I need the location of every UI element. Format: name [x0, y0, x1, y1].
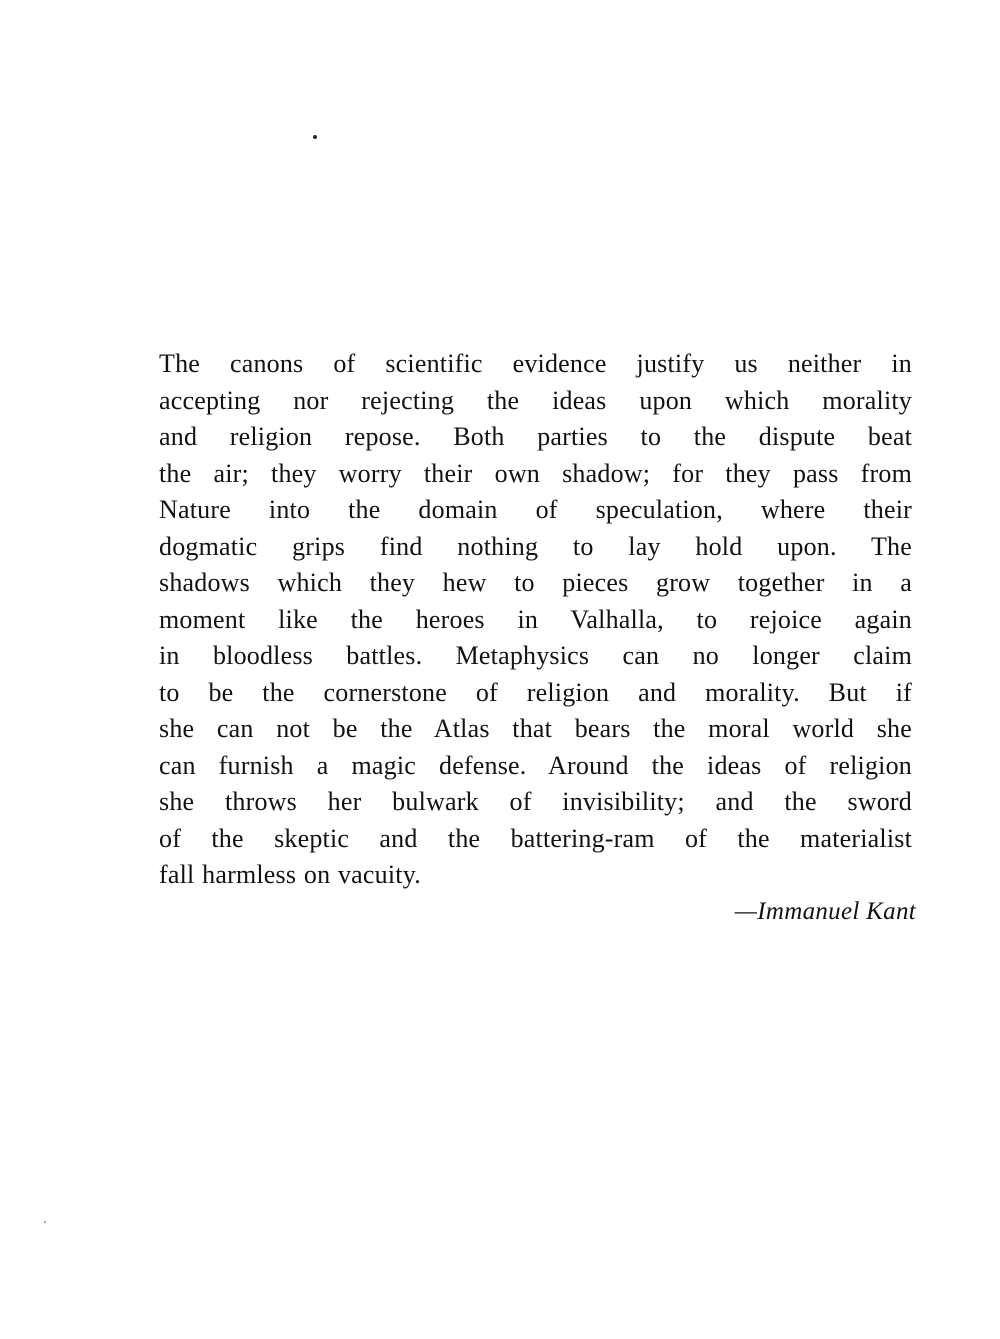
quote-line: The canons of scientific evidence justify us neither in: [159, 349, 912, 378]
quote-line: of the skeptic and the battering-ram of the materialist: [159, 823, 912, 853]
quote-line: the air; they worry their own shadow; for they pass from: [159, 458, 912, 488]
quote-attribution: —Immanuel Kant: [734, 898, 916, 925]
quote-line: dogmatic grips find nothing to lay hold upon. The: [159, 531, 912, 561]
quote-line: shadows which they hew to pieces grow together in a: [159, 568, 912, 597]
quote-line: and religion repose. Both parties to the dispute beat: [159, 422, 912, 451]
quote-line: Nature into the domain of speculation, where their: [159, 495, 912, 524]
quote-line: can furnish a magic defense. Around the ideas of religion: [159, 750, 912, 780]
quote-line: to be the cornerstone of religion and morality. But if: [159, 677, 912, 707]
quote-line-last: fall harmless on vacuity.: [159, 860, 421, 889]
quote-line: moment like the heroes in Valhalla, to rejoice again: [159, 604, 912, 634]
print-artifact-dot-top: [313, 135, 317, 139]
epigraph-quote: [159, 346, 912, 894]
quote-line: in bloodless battles. Metaphysics can no longer claim: [159, 641, 912, 670]
quote-line: she throws her bulwark of invisibility; and the sword: [159, 787, 912, 816]
quote-line: accepting nor rejecting the ideas upon which morality: [159, 385, 912, 415]
print-artifact-dot-bottom: [44, 1221, 46, 1223]
quote-line: she can not be the Atlas that bears the moral world she: [159, 714, 912, 743]
